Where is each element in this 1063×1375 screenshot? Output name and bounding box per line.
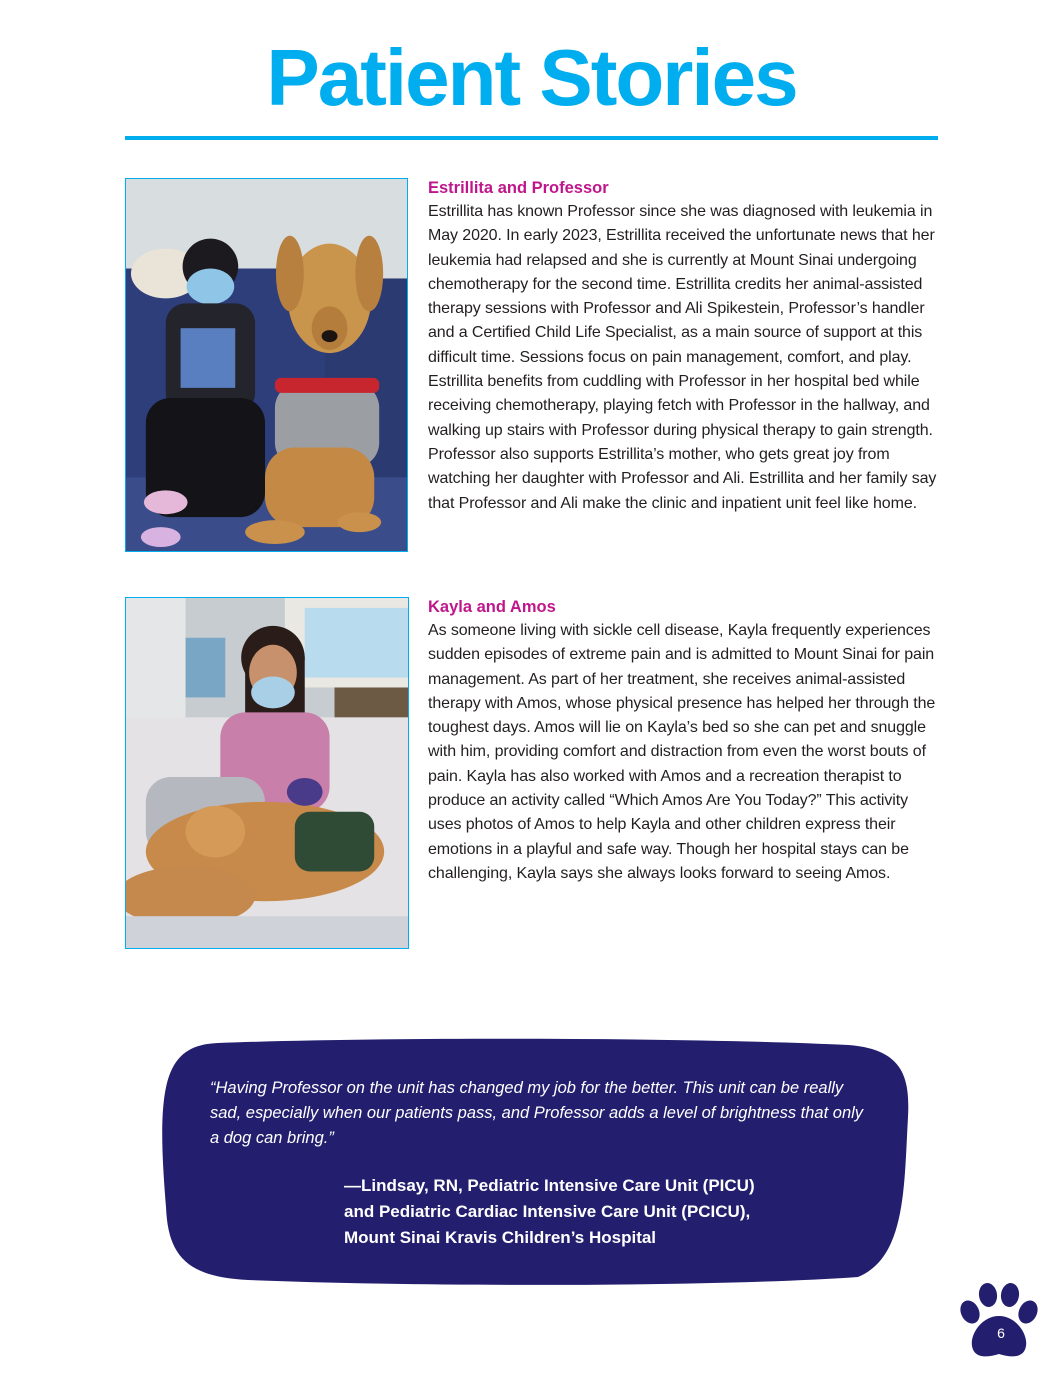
- page-title: Patient Stories: [266, 33, 797, 122]
- story-heading: Estrillita and Professor: [428, 179, 609, 197]
- story-heading: Kayla and Amos: [428, 598, 556, 616]
- attribution-line: Mount Sinai Kravis Children’s Hospital: [344, 1228, 657, 1247]
- photo-estrillita-professor: [125, 178, 408, 552]
- story-kayla: [428, 595, 940, 886]
- photo-kayla-amos: [125, 597, 409, 949]
- paw-print-icon: [958, 1282, 1040, 1362]
- attribution-line: and Pediatric Cardiac Intensive Care Unit (PCICU),: [344, 1202, 751, 1221]
- story-body: Estrillita has known Professor since she was diagnosed with leukemia in May 2020. In early 2023, Estrillita received the unfortunate news that her leukemia had relapsed and she is currently at Mount Sinai undergoing chemotherapy for the second time. Estrillita credits her animal-assisted therapy sessions with Professor and Ali Spikestein, Professor’s handler and a Certified Child Life Specialist, as a main source of support at this difficult time. Sessions focus on pain management, comfort, and play. Estrillita benefits from cuddling with Professor in her hospital bed while receiving chemotherapy, playing fetch with Professor in the hallway, and walking up stairs with Professor during physical therapy to gain strength. Professor also supports Estrillita’s mother, who gets great joy from watching her daughter with Professor and Ali. Estrillita and her family say that Professor and Ali make the clinic and inpatient unit feel like home.: [428, 203, 937, 512]
- story-body: As someone living with sickle cell disease, Kayla frequently experiences sudden episodes of extreme pain and is admitted to Mount Sinai for pain management. As part of her treatment, she receives animal-assisted therapy with Amos, whose physical presence has helped her through the toughest days. Amos will lie on Kayla’s bed so she can pet and snuggle with him, providing comfort and distraction from even the worst bouts of pain. Kayla has also worked with Amos and a recreation therapist to produce an activity called “Which Amos Are You Today?” This activity uses photos of Amos to help Kayla and other children express their emotions in a playful and safe way. Though her hospital stays can be challenging, Kayla says she always looks forward to seeing Amos.: [428, 622, 936, 882]
- title-underline: [125, 136, 938, 140]
- story-estrillita: [428, 176, 940, 516]
- page-number: 6: [997, 1325, 1005, 1341]
- attribution-line: —Lindsay, RN, Pediatric Intensive Care Unit (PICU): [344, 1176, 755, 1195]
- quote-attribution: [344, 1173, 864, 1251]
- quote-text: “Having Professor on the unit has changed my job for the better. This unit can be really sad, especially when our patients pass, and Professor adds a level of brightness that only a dog can bring.”: [210, 1079, 864, 1147]
